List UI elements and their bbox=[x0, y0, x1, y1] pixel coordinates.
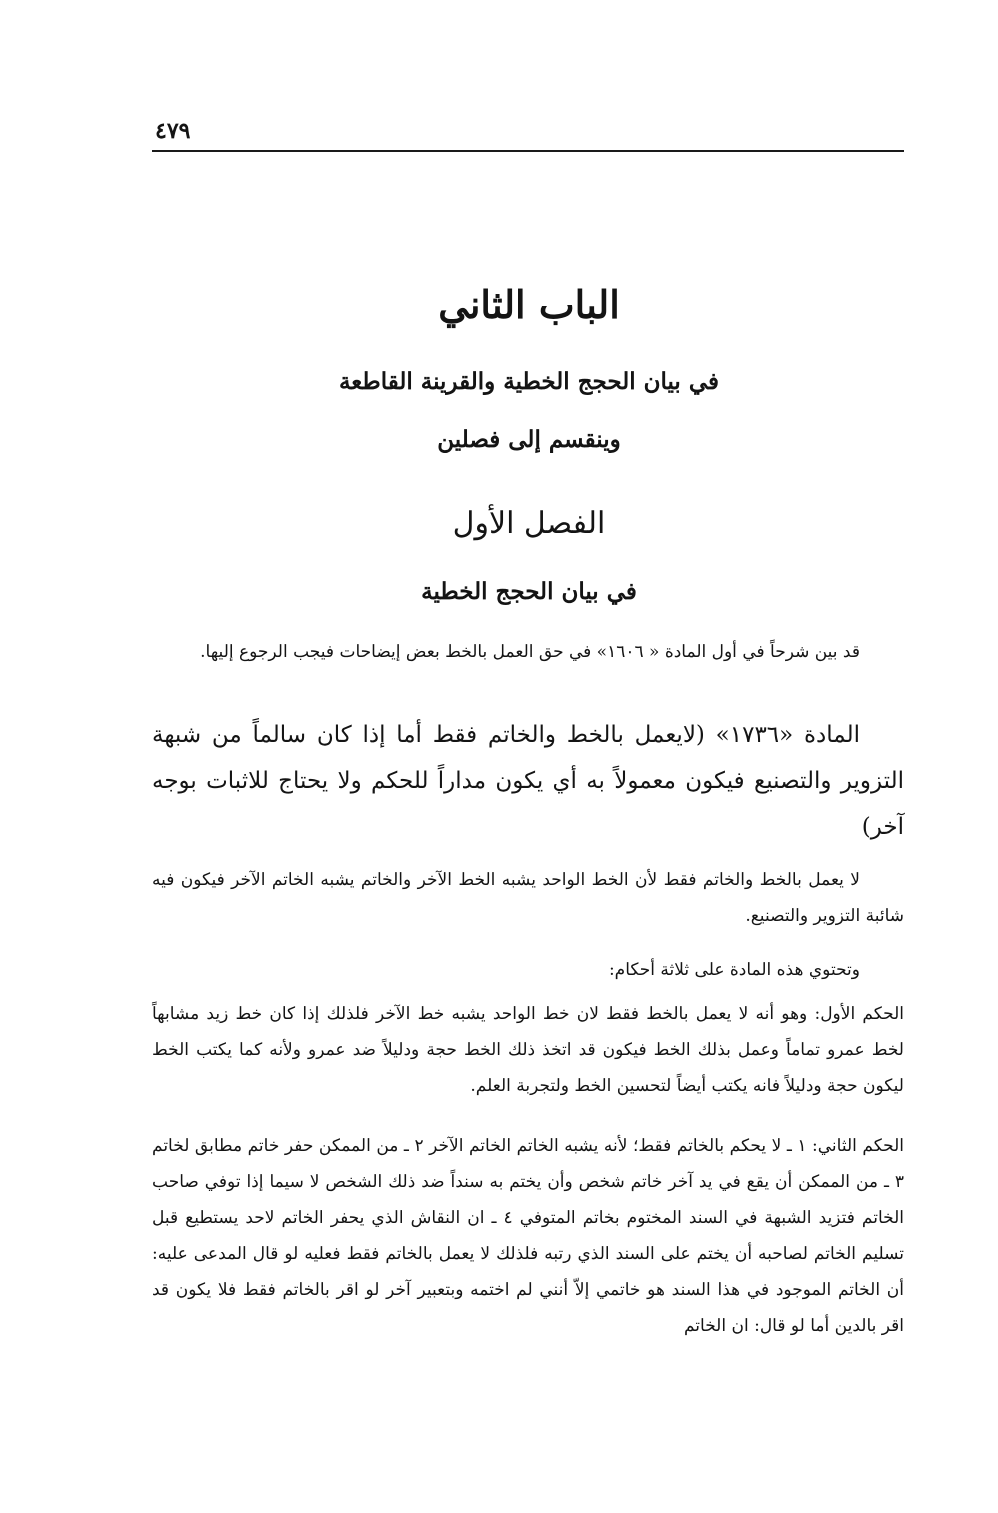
chapter-subtitle: في بيان الحجج الخطية والقرينة القاطعة bbox=[338, 368, 720, 395]
rulings-intro-paragraph: وتحتوي هذه المادة على ثلاثة أحكام: bbox=[608, 960, 860, 980]
ruling-one-paragraph: الحكم الأول: وهو أنه لا يعمل بالخط فقط لان خط الواحد يشبه خط الآخر فلذلك إذا كان خط زيد مشابهاً لخط عمرو تماماً وعمل بذلك الخط فيكون قد اتخذ ذلك الخط حجة ودليلاً ضد عمرو ولأنه كما يكتب الخط ليكون حجة ودليلاً فانه يكتب أيضاً لتحسين الخط ولتجربة العلم. bbox=[152, 1004, 904, 1096]
header-rule bbox=[152, 150, 904, 152]
chapter-title: الباب الثاني bbox=[438, 282, 620, 327]
section-title: الفصل الأول bbox=[452, 506, 606, 541]
page-number: ٤٧٩ bbox=[155, 118, 191, 144]
intro-paragraph: قد بين شرحاً في أول المادة « ١٦٠٦» في حق العمل بالخط بعض إيضاحات فيجب الرجوع إليها. bbox=[200, 642, 860, 662]
article-text: المادة «١٧٣٦» (لايعمل بالخط والخاتم فقط أما إذا كان سالماً من شبهة التزوير والتصنيع فيكون معمولاً به أي يكون مداراً للحكم ولا يحتاج للاثبات بوجه آخر) bbox=[152, 722, 904, 840]
ruling-two-paragraph: الحكم الثاني: ١ ـ لا يحكم بالخاتم فقط؛ لأنه يشبه الخاتم الخاتم الآخر ٢ ـ من الممكن حفر خاتم مطابق لخاتم ٣ ـ من الممكن أن يقع في يد آخر خاتم شخص وأن يختم به سنداً ضد ذلك الشخص لا سيما إذا توفي صاحب الخاتم فتزيد الشبهة في السند المختوم بخاتم المتوفي ٤ ـ ان النقاش الذي يحفر الخاتم لاحد يستطيع قبل تسليم الخاتم لصاحبه أن يختم على السند الذي رتبه فلذلك لا يعمل بالخاتم فقط فعليه لو قال المدعى عليه: أن الخاتم الموجود في هذا السند هو خاتمي إلاّ أنني لم اختمه وبتعبير آخر لو اقر بالخاتم فقط فلا يكون قد اقر بالدين أما لو قال: ان الخاتم bbox=[152, 1136, 905, 1336]
section-subtitle: في بيان الحجج الخطية bbox=[421, 578, 637, 605]
explanation-paragraph: لا يعمل بالخط والخاتم فقط لأن الخط الواحد يشبه الخط الآخر والخاتم يشبه الخاتم الآخر فيكون فيه شائبة التزوير والتصنيع. bbox=[152, 870, 904, 926]
chapter-division-note: وينقسم إلى فصلين bbox=[437, 426, 621, 453]
